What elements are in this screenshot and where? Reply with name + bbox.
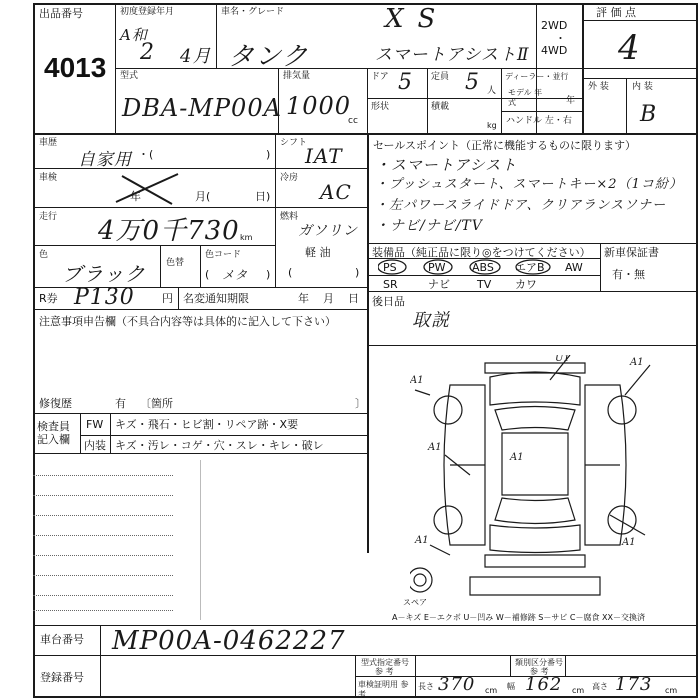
frame-right [696,3,698,698]
model-value: DBA-MP00A [122,94,282,122]
svg-text:A1: A1 [622,537,636,548]
after-label: 後日品 [372,295,405,308]
score-sub [582,20,697,21]
row-after [367,291,697,292]
col-expiry [178,287,179,309]
chassis-label: 車台番号 [40,633,84,646]
first-reg-year: 2 [140,40,155,65]
ext-label: 外 装 [588,82,609,92]
car-name: タンク [228,42,309,72]
row-history [33,133,697,135]
capacity-value: 5 [465,70,480,95]
frame-top [33,3,697,5]
type-label: 型式指定番号 [361,658,409,667]
fuel-label: 燃料 [280,212,299,222]
int-grade: B [640,102,658,127]
equipment-title: 装備品（純正品に限り◎をつけてください） [372,246,591,259]
row-mile [33,207,368,208]
height-label: 高さ [592,682,608,691]
row-int [80,435,368,436]
first-reg-label: 初度登録年月 [120,7,175,17]
doors-value: 5 [398,70,413,95]
history-paren: ・( [138,148,154,161]
height-unit: cm [665,686,678,695]
width-unit: cm [572,686,585,695]
aircon-label: 冷房 [280,173,299,183]
type-note: 参 考 [375,667,394,676]
color-code-paren-r: ) [266,268,271,281]
equip-airbag: エアB [515,261,545,274]
row-lines [33,453,368,454]
col-shift [275,133,276,287]
handle-label: ハンドル 左・右 [506,116,572,126]
lot-label: 出品番号 [39,7,83,20]
dealer-label: ディーラー・並行 [505,72,569,81]
ruled-line [33,535,173,536]
fuel-diesel: 軽 油 [305,246,331,259]
warranty-label: 新車保証書 [604,246,659,259]
first-reg-era: A和 [120,26,148,44]
repair-value: 有 [115,397,126,410]
displacement-value: 1000 [286,92,352,120]
row-diagram [367,345,697,346]
row-equip [367,243,697,244]
row-equip-b [367,275,600,276]
fw-items: キズ・飛石・ヒビ割・リペア跡・X要 [115,418,299,431]
lot-number: 4013 [44,52,107,83]
history-close: ) [266,148,271,161]
ruled-line [33,575,173,576]
shape-label: 形状 [371,102,390,112]
model-year-unit: 年 [566,96,576,106]
equip-sr: SR [383,278,398,291]
mileage-unit: km [240,233,253,242]
frame-left [33,3,35,698]
col-fwint [110,413,111,453]
svg-text:A1: A1 [415,535,429,546]
int-label: 内 装 [632,82,653,92]
row-extint [582,78,697,79]
class-note: 参 考 [530,667,549,676]
score-label: 評 価 点 [596,6,636,19]
capacity-unit: 人 [487,86,497,96]
row-shape [367,98,582,99]
ruled-line [33,610,173,611]
color-label: 色 [39,250,49,260]
doors-label: ドア [371,72,389,82]
inspection-year: 年 [130,190,141,203]
recycle-value: P130 [74,285,135,310]
displacement-unit: cc [348,116,358,126]
width-value: 162 [525,674,563,695]
row-handle [501,111,582,112]
drive-2wd: 2WD [541,19,568,32]
repair-label: 修復歴 [39,397,72,410]
shift-value: IAT [305,144,343,168]
col-inspector [80,413,81,453]
ruled-line [33,515,173,516]
fuel-paren-l: ( [288,266,293,279]
sales-line-4: ・ナビ/ナビ/TV [375,218,483,234]
inspection-strike-mark [112,170,182,206]
mileage-label: 走行 [39,212,58,222]
ruled-line [33,495,173,496]
history-label: 車歴 [39,138,58,148]
col-extint [626,78,627,133]
drive-dot: ・ [555,32,566,45]
spare-label: スペア [403,598,427,607]
equip-pw: PW [428,261,446,274]
equip-abs: ABS [472,261,494,274]
grade: スマートアシストⅡ [375,45,530,65]
svg-text:A1: A1 [630,357,644,368]
history-value: 自家用 [78,150,132,170]
svg-text:A1: A1 [510,452,524,463]
expiry-year: 年 [298,292,309,305]
car-damage-diagram [410,355,660,615]
int-label-row: 内装 [84,439,106,452]
equip-navi: ナビ [428,278,450,291]
inspection-day: 日) [255,190,271,203]
repair-location: 〔箇所 [140,397,173,410]
fuel-gas: ガソリン [298,223,358,239]
svg-text:A1: A1 [428,442,442,453]
repair-close: 〕 [355,397,366,410]
fw-label: FW [86,418,104,431]
weight-label: 積載 [431,102,450,112]
int-items: キズ・汚レ・コゲ・穴・スレ・キレ・破レ [115,439,324,452]
col-colcode [200,245,201,287]
damage-legend: A－キズ E－エクボ U－凹み W－補修跡 S－サビ C－腐食 XX－交換済 [392,613,646,622]
shift-label: シフト [280,138,308,148]
displacement-label: 排気量 [283,71,311,81]
svg-text:U1: U1 [555,355,570,364]
color-code-value: メタ [222,268,249,282]
ruled-line [33,595,173,596]
model-year-label: モデル 年式 [508,88,543,107]
color-change-label: 色替 [166,258,185,268]
col-reg [216,3,217,68]
recycle-unit: 円 [162,292,173,305]
weight-unit: kg [487,121,497,130]
score-value: 4 [618,28,641,68]
svg-text:A1: A1 [410,375,424,386]
col-door [367,68,368,133]
col-cap [427,68,428,133]
row-inspector [33,413,368,414]
color-value: ブラック [62,262,146,286]
equip-leather: カワ [515,278,537,291]
mileage-value: 4万0千730 [98,216,240,246]
col-warranty [600,243,601,291]
warranty-value: 有・無 [612,268,645,281]
drive-4wd: 4WD [541,44,568,57]
inspection-month: 月( [195,190,211,203]
grade-code: XS [385,4,450,34]
sales-title: セールスポイント（正常に機能するものに限ります） [373,139,637,152]
col-footer-b [415,655,416,697]
col-colchg [160,245,161,287]
color-code-label: 色コード [205,250,242,260]
model-label: 型式 [120,71,139,81]
length-value: 370 [438,674,476,695]
col-dealer [501,68,502,133]
cert-label: 車検証明用 参 考 [358,680,409,699]
ruled-line [33,475,173,476]
inspector-label: 検査員 記入欄 [37,420,70,446]
col-chassis [100,625,101,697]
sales-line-2: ・プッシュスタート、スマートキー×2（1コ紛） [375,177,683,192]
sales-line-1: ・スマートアシスト [375,156,518,174]
ruled-line [33,555,173,556]
recycle-label: R券 [39,292,58,305]
chassis-value: MP00A-0462227 [112,626,346,656]
equip-ps: PS [383,261,397,274]
col-footer-d [565,655,566,676]
row-spec [115,68,697,69]
sales-line-3: ・左パワースライドドア、クリアランスソナー [375,198,667,213]
fuel-paren-r: ) [355,266,360,279]
equip-aw: AW [565,261,583,274]
inspection-label: 車検 [39,173,58,183]
reg-label: 登録番号 [40,671,84,684]
color-code-paren-l: ( [205,268,210,281]
class-label: 類別区分番号 [515,658,563,667]
first-reg-month: 4月 [180,46,212,67]
aircon-value: AC [320,180,352,204]
car-name-label: 車名・グレード [221,7,285,17]
equip-tv: TV [477,278,492,291]
after-value: 取説 [412,310,450,331]
capacity-label: 定員 [431,72,450,82]
width-label: 幅 [507,682,515,691]
expiry-month: 月 [323,292,334,305]
length-label: 長さ [418,682,434,691]
equipment-circle-marks [378,257,558,275]
col-footer-c [510,655,511,676]
report-label: 注意事項申告欄（不具合内容等は具体的に記入して下さい） [39,315,336,328]
length-unit: cm [485,686,498,695]
expiry-label: 名変通知期限 [183,292,249,305]
expiry-day: 日 [348,292,359,305]
remarks-divider [200,460,201,620]
col-middle [367,133,369,553]
height-value: 173 [615,674,653,695]
